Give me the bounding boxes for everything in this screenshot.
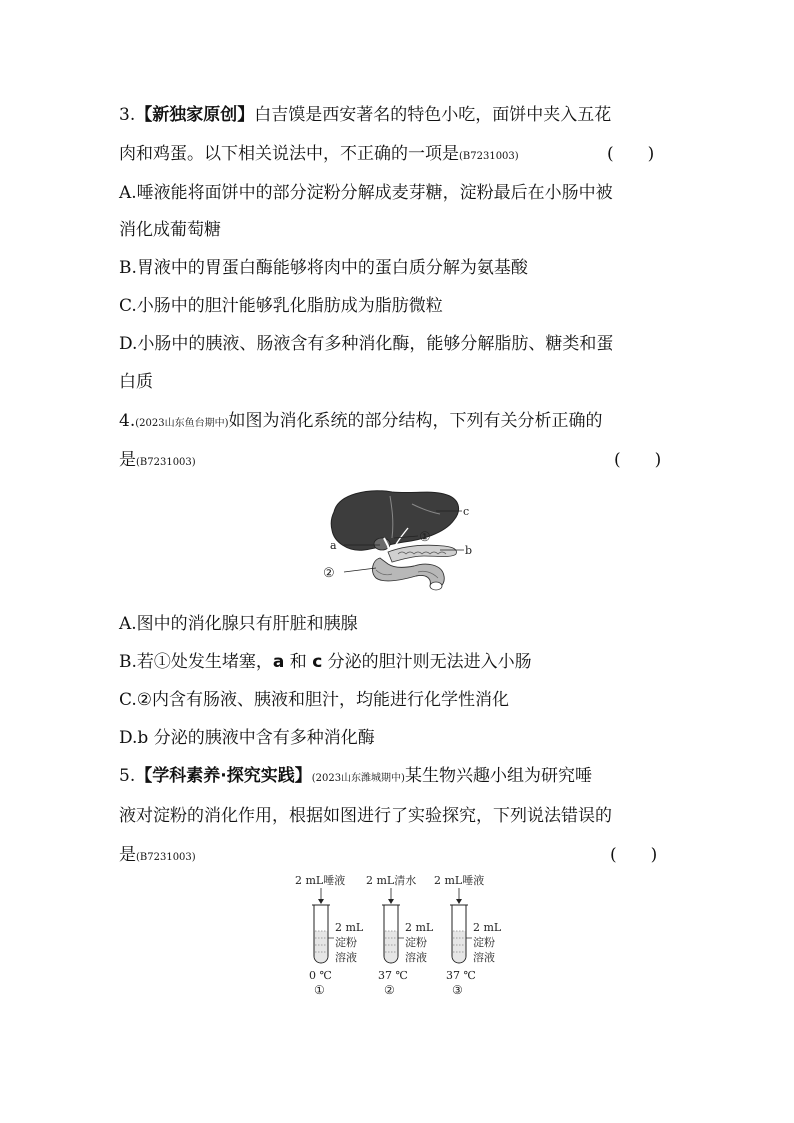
tube-1-temp: 0 ℃ (309, 969, 332, 982)
q5-code: (B7231003) (136, 852, 196, 863)
tube-2-side-1: 2 mL (405, 921, 434, 934)
tube-3-top-label: 2 mL唾液 (434, 874, 485, 887)
q5-stem-3: 是 (119, 845, 136, 865)
q5-line-1 (119, 765, 592, 790)
q4-stem-2: 是 (119, 450, 136, 470)
q3-line-1 (119, 104, 611, 126)
q3-line-2 (119, 143, 519, 168)
q4-option-b-pre: B.若①处发生堵塞， (119, 652, 273, 672)
q3-number: 3. (119, 105, 136, 125)
q4-number: 4. (119, 411, 136, 431)
q4-line-2 (119, 449, 196, 474)
q5-line-2: 液对淀粉的消化作用，根据如图进行了实验探究，下列说法错误的 (119, 806, 612, 826)
q3-option-b: B.胃液中的胃蛋白酶能够将肉中的蛋白质分解为氨基酸 (119, 258, 528, 278)
tube-3-side-1: 2 mL (473, 921, 502, 934)
q4-option-d: D.b 分泌的胰液中含有多种消化酶 (119, 728, 375, 748)
q4-source: (2023山东鱼台期中) (135, 418, 229, 429)
tube-1-side-2: 淀粉 (335, 936, 357, 949)
q5-tag: 【学科素养·探究实践】 (135, 766, 312, 786)
q4-option-c: C.②内含有肠液、胰液和胆汁，均能进行化学性消化 (119, 690, 510, 710)
tube-1-num: ① (314, 983, 325, 997)
q4-line-1 (119, 410, 603, 435)
q3-option-a-2: 消化成葡萄糖 (119, 220, 221, 240)
q4-option-b-a: a (272, 652, 285, 672)
q3-option-d-2: 白质 (119, 372, 153, 392)
tube-2 (366, 873, 434, 997)
label-c: c (463, 505, 470, 518)
q3-answer-paren: ( ) (607, 144, 655, 164)
q3-code: (B7231003) (459, 151, 519, 162)
q5-number: 5. (119, 766, 136, 786)
tube-2-side-3: 溶液 (405, 951, 427, 964)
tube-1-side-3: 溶液 (335, 951, 357, 964)
q3-stem-1: 白吉馍是西安著名的特色小吃，面饼中夹入五花 (254, 105, 612, 125)
q5-line-3 (119, 844, 196, 869)
q4-option-b-post: 分泌的胆汁则无法进入小肠 (322, 652, 532, 672)
tube-3-side-3: 溶液 (473, 951, 495, 964)
label-b: b (465, 544, 473, 557)
q3-option-d-1: D.小肠中的胰液、肠液含有多种消化酶，能够分解脂肪、糖类和蛋 (119, 334, 614, 354)
q4-code: (B7231003) (136, 457, 196, 468)
q5-answer-paren: ( ) (610, 845, 658, 865)
tube-1-top-label: 2 mL唾液 (295, 874, 346, 887)
q3-option-a-1: A.唾液能将面饼中的部分淀粉分解成麦芽糖，淀粉最后在小肠中被 (119, 183, 613, 203)
tube-3-num: ③ (452, 983, 463, 997)
q4-stem-1: 如图为消化系统的部分结构，下列有关分析正确的 (228, 411, 603, 431)
tube-3-temp: 37 ℃ (446, 969, 476, 982)
q4-answer-paren: ( ) (614, 450, 662, 470)
q5-source: (2023山东潍城期中) (311, 773, 405, 784)
tube-3-side-2: 淀粉 (473, 936, 495, 949)
label-two: ② (323, 566, 335, 581)
q4-option-b-and: 和 (284, 652, 313, 672)
label-one: ① (419, 530, 431, 545)
q4-option-b (119, 651, 532, 673)
tube-2-side-2: 淀粉 (405, 936, 427, 949)
q3-option-c: C.小肠中的胆汁能够乳化脂肪成为脂肪微粒 (119, 296, 443, 316)
digestive-system-figure (320, 488, 480, 593)
label-a: a (330, 539, 337, 552)
tube-2-temp: 37 ℃ (378, 969, 408, 982)
tube-2-num: ② (384, 983, 395, 997)
test-tube-figure (290, 868, 520, 1003)
q3-stem-2: 肉和鸡蛋。以下相关说法中，不正确的一项是 (119, 144, 459, 164)
liver-shape (331, 491, 458, 550)
q4-option-b-c: c (312, 652, 323, 672)
tube-3 (434, 873, 502, 997)
tube-1 (295, 873, 364, 997)
tube-1-side-1: 2 mL (335, 921, 364, 934)
q3-tag: 【新独家原创】 (135, 105, 255, 125)
q4-option-a: A.图中的消化腺只有肝脏和胰腺 (119, 614, 358, 634)
tube-2-top-label: 2 mL清水 (366, 874, 417, 887)
q5-stem-1: 某生物兴趣小组为研究唾 (404, 766, 592, 786)
